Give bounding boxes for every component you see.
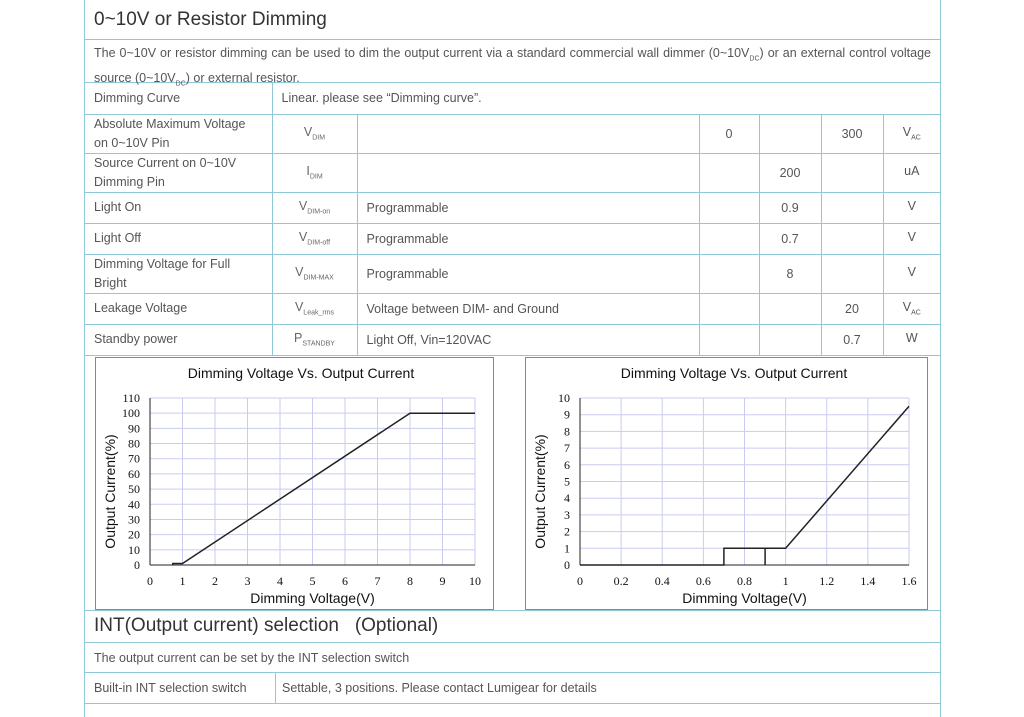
chart-right-svg <box>526 358 927 609</box>
x-tick-label: 5 <box>309 574 316 588</box>
y-tick-label: 50 <box>128 482 140 497</box>
spec-param: Light On <box>85 192 272 223</box>
x-tick-label: 0.2 <box>613 574 629 588</box>
int-switch-label: Built-in INT selection switch <box>94 681 247 695</box>
x-tick-label: 0.4 <box>654 574 670 588</box>
x-tick-label: 1 <box>179 574 186 588</box>
section-description-row <box>85 40 940 87</box>
spec-max: 300 <box>821 114 883 153</box>
y-tick-label: 2 <box>564 524 570 539</box>
spec-param: Absolute Maximum Voltage on 0~10V Pin <box>85 114 272 153</box>
spec-unit: V <box>883 254 940 293</box>
y-tick-label: 0 <box>564 558 570 572</box>
spec-typ: 0.7 <box>759 223 821 254</box>
y-tick-label: 3 <box>564 507 570 522</box>
spec-min <box>699 223 759 254</box>
y-tick-label: 9 <box>564 407 570 422</box>
spec-param: Source Current on 0~10V Dimming Pin <box>85 153 272 192</box>
spec-max <box>821 153 883 192</box>
section-description: The 0~10V or resistor dimming can be used to dim the output current via a standard commercial wall dimmer $(0\sim 10V_{DC})$ or an external control voltage source $(0\sim 10V_{DC})$ or external resistor. <box>94 46 931 87</box>
spec-max: 20 <box>821 293 883 324</box>
y-tick-label: 10 <box>558 391 570 405</box>
spec-symbol: $V_{DIM-on}$ <box>272 192 357 223</box>
spec-symbol: $I_{DIM}$ <box>272 153 357 192</box>
spec-min <box>699 324 759 355</box>
x-tick-label: 1.2 <box>819 574 835 588</box>
spec-param: Standby power <box>85 324 272 355</box>
spec-param: Dimming Curve <box>85 83 272 114</box>
spec-row <box>85 114 940 153</box>
spec-row <box>85 293 940 324</box>
spec-condition: Voltage between DIM- and Ground <box>357 293 699 324</box>
spec-row <box>85 223 940 254</box>
y-tick-label: 6 <box>564 457 570 472</box>
y-tick-label: 40 <box>128 497 140 512</box>
spec-param: Leakage Voltage <box>85 293 272 324</box>
chart-left <box>95 357 494 610</box>
spec-unit: W <box>883 324 940 355</box>
chart-left-svg <box>96 358 493 609</box>
y-axis-label: Output Current(%) <box>532 434 548 549</box>
y-tick-label: 8 <box>564 424 570 439</box>
spec-typ: 8 <box>759 254 821 293</box>
spec-unit: uA <box>883 153 940 192</box>
spec-min: 0 <box>699 114 759 153</box>
y-tick-label: 70 <box>128 451 140 466</box>
y-tick-label: 0 <box>134 558 140 572</box>
spec-typ: 0.9 <box>759 192 821 223</box>
chart-title: Dimming Voltage Vs. Output Current <box>620 365 848 381</box>
spec-symbol: $V_{DIM-MAX}$ <box>272 254 357 293</box>
x-tick-label: 6 <box>342 574 348 588</box>
datasheet-frame <box>84 0 941 717</box>
spec-condition: Light Off, Vin=120VAC <box>357 324 699 355</box>
int-switch-value: Settable, 3 positions. Please contact Lumigear for details <box>282 681 597 695</box>
spec-symbol: $V_{DIM-off}$ <box>272 223 357 254</box>
section-title: 0~10V or Resistor Dimming <box>94 9 327 30</box>
spec-condition <box>357 114 699 153</box>
spec-unit: $V_{AC}$ <box>883 293 940 324</box>
spec-table <box>85 83 940 356</box>
x-tick-label: 7 <box>374 574 381 588</box>
int-desc-row <box>85 643 940 673</box>
spec-condition: Programmable <box>357 192 699 223</box>
spec-row <box>85 153 940 192</box>
spec-symbol: $V_{Leak\_rms}$ <box>272 293 357 324</box>
x-tick-label: 4 <box>277 574 283 588</box>
spec-unit: $V_{AC}$ <box>883 114 940 153</box>
spec-max: 0.7 <box>821 324 883 355</box>
spec-condition: Linear. please see “Dimming curve”. <box>272 83 940 114</box>
spec-symbol: $V_{DIM}$ <box>272 114 357 153</box>
chart-title: Dimming Voltage Vs. Output Current <box>187 365 415 381</box>
x-tick-label: 0.8 <box>737 574 752 588</box>
spec-row <box>85 324 940 355</box>
y-tick-label: 1 <box>564 541 570 556</box>
spec-condition: Programmable <box>357 254 699 293</box>
y-tick-label: 4 <box>564 491 570 506</box>
y-tick-label: 110 <box>122 391 140 405</box>
spec-min <box>699 254 759 293</box>
y-tick-label: 80 <box>128 436 140 451</box>
spec-param: Light Off <box>85 223 272 254</box>
int-title: INT(Output current) selection (Optional) <box>94 615 439 636</box>
x-tick-label: 0 <box>577 574 583 588</box>
x-tick-label: 2 <box>212 574 218 588</box>
spec-condition: Programmable <box>357 223 699 254</box>
spec-max <box>821 223 883 254</box>
x-axis-label: Dimming Voltage(V) <box>682 590 807 606</box>
y-tick-label: 100 <box>122 406 140 421</box>
y-tick-label: 10 <box>128 542 140 557</box>
chart-right <box>525 357 928 610</box>
spec-typ <box>759 324 821 355</box>
x-tick-label: 9 <box>439 574 446 588</box>
y-tick-label: 90 <box>128 421 140 436</box>
x-tick-label: 0 <box>147 574 153 588</box>
x-tick-label: 1.6 <box>901 574 917 588</box>
spec-condition <box>357 153 699 192</box>
y-axis-label: Output Current(%) <box>102 434 118 549</box>
y-tick-label: 60 <box>128 466 140 481</box>
x-tick-label: 1.4 <box>860 574 876 588</box>
spec-typ <box>759 293 821 324</box>
spec-min <box>699 153 759 192</box>
spec-max <box>821 192 883 223</box>
x-axis-label: Dimming Voltage(V) <box>250 590 375 606</box>
spec-row <box>85 254 940 293</box>
spec-unit: V <box>883 192 940 223</box>
x-tick-label: 1 <box>782 574 789 588</box>
y-tick-label: 20 <box>128 527 140 542</box>
spec-row <box>85 192 940 223</box>
spec-param: Dimming Voltage for Full Bright <box>85 254 272 293</box>
spec-row <box>85 83 940 114</box>
x-tick-label: 8 <box>407 574 413 588</box>
spec-symbol: $P_{STANDBY}$ <box>272 324 357 355</box>
y-tick-label: 5 <box>564 474 570 489</box>
int-description: The output current can be set by the INT selection switch <box>94 651 410 665</box>
spec-typ: 200 <box>759 153 821 192</box>
int-switch-row <box>85 673 940 704</box>
spec-max <box>821 254 883 293</box>
y-tick-label: 7 <box>564 441 570 456</box>
spec-min <box>699 192 759 223</box>
spec-typ <box>759 114 821 153</box>
x-tick-label: 0.6 <box>695 574 711 588</box>
section-title-row <box>85 0 940 40</box>
int-title-row <box>85 611 940 643</box>
x-tick-label: 3 <box>244 574 251 588</box>
y-tick-label: 30 <box>128 512 140 527</box>
spec-min <box>699 293 759 324</box>
x-tick-label: 10 <box>469 574 481 588</box>
spec-unit: V <box>883 223 940 254</box>
